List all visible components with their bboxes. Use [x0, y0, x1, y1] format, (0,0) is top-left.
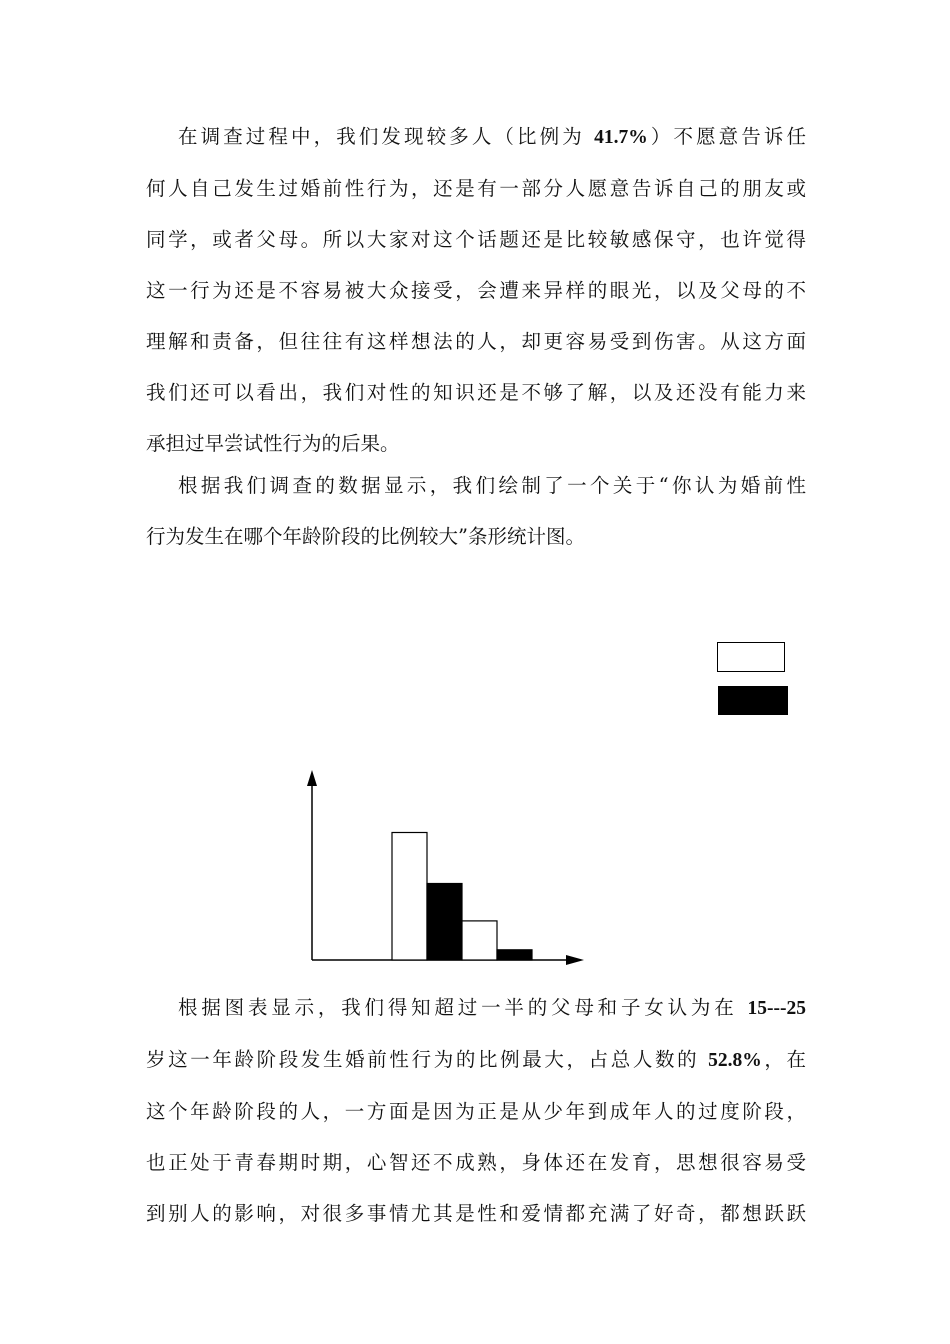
text-line: 也正处于青春期时期，心智还不成熟，身体还在发育，思想很容易受: [146, 1151, 806, 1174]
text-line: 这一行为还是不容易被大众接受，会遭来异样的眼光，以及父母的不: [146, 279, 806, 302]
text-line: 根据我们调查的数据显示，我们绘制了一个关于“你认为婚前性: [178, 474, 806, 497]
legend-swatch-white: [717, 642, 785, 672]
legend-swatch-black: [718, 686, 788, 715]
text-line: 何人自己发生过婚前性行为，还是有一部分人愿意告诉自己的朋友或: [146, 177, 806, 200]
text-line: 我们还可以看出，我们对性的知识还是不够了解，以及还没有能力来: [146, 381, 806, 404]
text-line: 这个年龄阶段的人，一方面是因为正是从少年到成年人的过度阶段，: [146, 1100, 806, 1123]
text-line: 岁这一年龄阶段发生婚前性行为的比例最大，占总人数的 52.8%，在: [146, 1048, 806, 1071]
bar-series0-1: [462, 921, 497, 960]
highlight-percent: 52.8%: [708, 1050, 762, 1071]
text-line: 同学，或者父母。所以大家对这个话题还是比较敏感保守，也许觉得: [146, 228, 806, 251]
x-axis-arrow-icon: [566, 955, 584, 965]
bar-series1-1: [497, 950, 532, 960]
highlight-age-range: 15---25: [747, 998, 806, 1019]
paragraph-3: [146, 982, 806, 1239]
bar-group: [392, 833, 532, 961]
text-line: 在调查过程中，我们发现较多人（比例为 41.7%）不愿意告诉任: [178, 125, 806, 148]
y-axis-arrow-icon: [307, 770, 317, 786]
bar-series0-0: [392, 833, 427, 961]
text-line: 理解和责备，但往往有这样想法的人，却更容易受到伤害。从这方面: [146, 330, 806, 353]
paragraph-1: [146, 111, 806, 469]
text-line: 承担过早尝试性行为的后果。: [146, 432, 400, 455]
bar-series1-0: [427, 884, 462, 961]
text-line: 根据图表显示，我们得知超过一半的父母和子女认为在 15---25: [178, 996, 806, 1019]
highlight-percent: 41.7%: [594, 127, 648, 148]
text-line: 行为发生在哪个年龄阶段的比例较大”条形统计图。: [146, 525, 585, 548]
paragraph-2: [146, 460, 806, 562]
bar-chart: [300, 768, 590, 968]
text-line: 到别人的影响，对很多事情尤其是性和爱情都充满了好奇，都想跃跃: [146, 1202, 806, 1225]
